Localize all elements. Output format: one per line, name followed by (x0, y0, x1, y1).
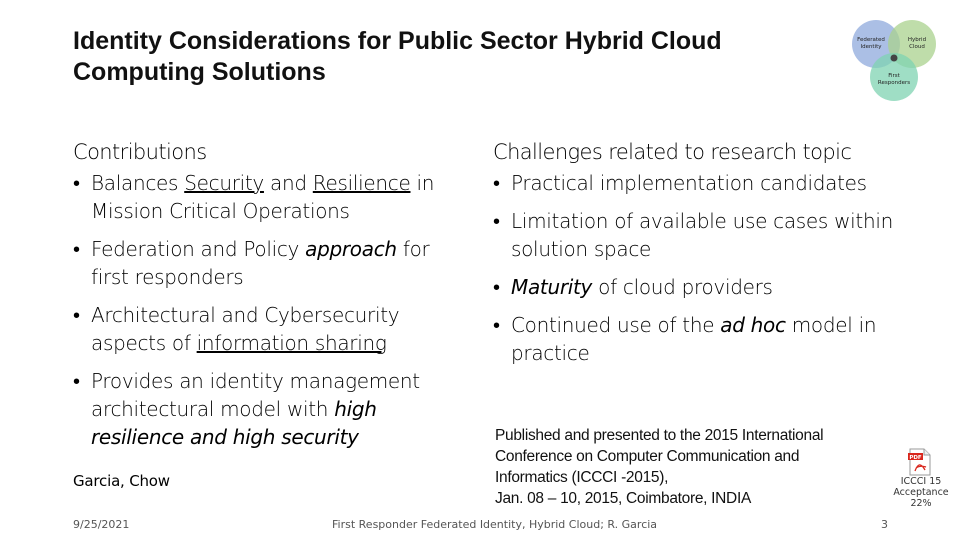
pdf-file-icon[interactable] (906, 448, 934, 476)
contribution-item: • Architectural and Cybersecurity aspects of information sharing (73, 301, 473, 357)
contributions-heading: Contributions (73, 140, 207, 164)
challenges-heading: Challenges related to research topic (493, 140, 852, 164)
challenge-item: • Practical implementation candidates (493, 169, 913, 197)
venn-label-responders-2: Responders (877, 80, 911, 86)
challenge-item: • Continued use of the ad hoc model in practice (493, 311, 913, 367)
pdf-attachment-label[interactable]: ICCCI 15 Acceptance 22% (893, 476, 949, 509)
venn-center-dot (891, 55, 898, 62)
contribution-item: • Provides an identity management architectural model with high resilience and high security (73, 367, 473, 451)
venn-diagram (846, 18, 942, 104)
svg-text:PDF: PDF (909, 454, 922, 461)
challenges-list (493, 169, 913, 367)
footer-date: 9/25/2021 (73, 518, 130, 531)
venn-label-federated-2: Identity (860, 44, 882, 50)
authors: Garcia, Chow (73, 472, 170, 490)
challenge-item: • Limitation of available use cases within solution space (493, 207, 913, 263)
venn-label-responders-1: First (888, 73, 900, 79)
slide-title: Identity Considerations for Public Sector Hybrid Cloud Computing Solutions (73, 27, 722, 86)
challenges-column (493, 138, 913, 377)
contributions-column (73, 138, 473, 461)
contribution-item: • Balances Security and Resilience in Mission Critical Operations (73, 169, 473, 225)
contributions-list (73, 169, 473, 451)
venn-label-federated-1: Federated (857, 37, 885, 43)
page-number: 3 (881, 518, 888, 531)
contribution-item: • Federation and Policy approach for first responders (73, 235, 473, 291)
venn-label-hybrid-1: Hybrid (907, 37, 927, 43)
challenge-item: • Maturity of cloud providers (493, 273, 913, 301)
footer-text: First Responder Federated Identity, Hybrid Cloud; R. Garcia (332, 518, 658, 531)
venn-label-hybrid-2: Cloud (909, 44, 925, 50)
publication-note: Published and presented to the 2015 International Conference on Computer Communication and Informatics (ICCCI -2015), Jan. 08 – 10, 2015, Coimbatore, INDIA (495, 427, 824, 507)
